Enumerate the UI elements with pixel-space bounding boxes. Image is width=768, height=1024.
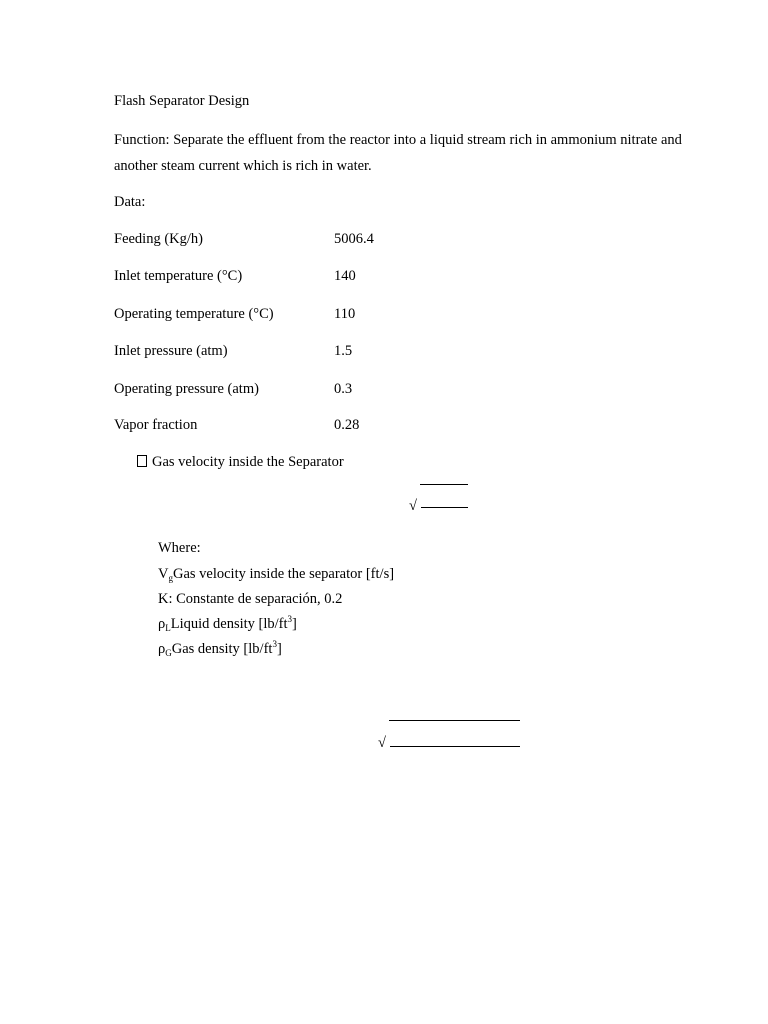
definition-subscript: L	[165, 623, 171, 633]
definition-symbol: V	[158, 566, 169, 582]
data-row-value: 5006.4	[334, 231, 374, 247]
data-row-value: 0.3	[334, 381, 353, 397]
formula-fraction-bar	[389, 720, 520, 721]
data-row-label: Inlet pressure (atm)	[114, 343, 228, 359]
definition-item	[158, 566, 394, 583]
checkbox-bullet-icon	[137, 455, 147, 467]
data-row-label: Inlet temperature (°C)	[114, 268, 243, 284]
definition-suffix: ]	[292, 616, 297, 632]
definition-superscript: 3	[272, 639, 277, 649]
definition-item	[158, 591, 342, 608]
definition-text: Liquid density [lb/ft	[170, 616, 288, 632]
data-row-value: 140	[334, 268, 356, 284]
definition-text: Gas density [lb/ft	[171, 641, 273, 657]
sqrt-icon: √	[409, 498, 417, 514]
definition-superscript: 3	[287, 614, 293, 624]
definition-text: K: Constante de separación, 0.2	[158, 591, 343, 607]
section-heading-text: Gas velocity inside the Separator	[152, 454, 344, 470]
where-label: Where:	[158, 540, 201, 556]
definition-symbol: ρ	[158, 641, 166, 657]
data-row-label: Operating pressure (atm)	[114, 381, 259, 397]
data-row-label: Operating temperature (°C)	[114, 306, 274, 322]
definition-item	[158, 616, 297, 633]
document-title: Flash Separator Design	[114, 93, 250, 109]
sqrt-icon: √	[378, 735, 386, 751]
formula-radical-bar	[421, 507, 468, 508]
definition-subscript: g	[168, 573, 173, 583]
formula-radical-bar	[390, 746, 520, 747]
section-heading	[137, 454, 344, 471]
data-row-value: 0.28	[334, 417, 360, 433]
definition-suffix: ]	[276, 641, 282, 657]
definition-item	[158, 641, 282, 658]
data-row-value: 1.5	[334, 343, 353, 359]
data-label: Data:	[114, 194, 146, 210]
definition-symbol: ρ	[158, 616, 166, 632]
data-row-label: Feeding (Kg/h)	[114, 231, 203, 247]
definition-subscript: G	[165, 648, 172, 658]
function-paragraph: Function: Separate the effluent from the reactor into a liquid stream rich in ammonium nitrate and another steam current which is rich in water.	[114, 132, 682, 174]
formula-fraction-bar	[420, 484, 468, 485]
data-row-label: Vapor fraction	[114, 417, 198, 433]
data-row-value: 110	[334, 306, 356, 322]
definition-text: Gas velocity inside the separator [ft/s]	[172, 566, 395, 582]
